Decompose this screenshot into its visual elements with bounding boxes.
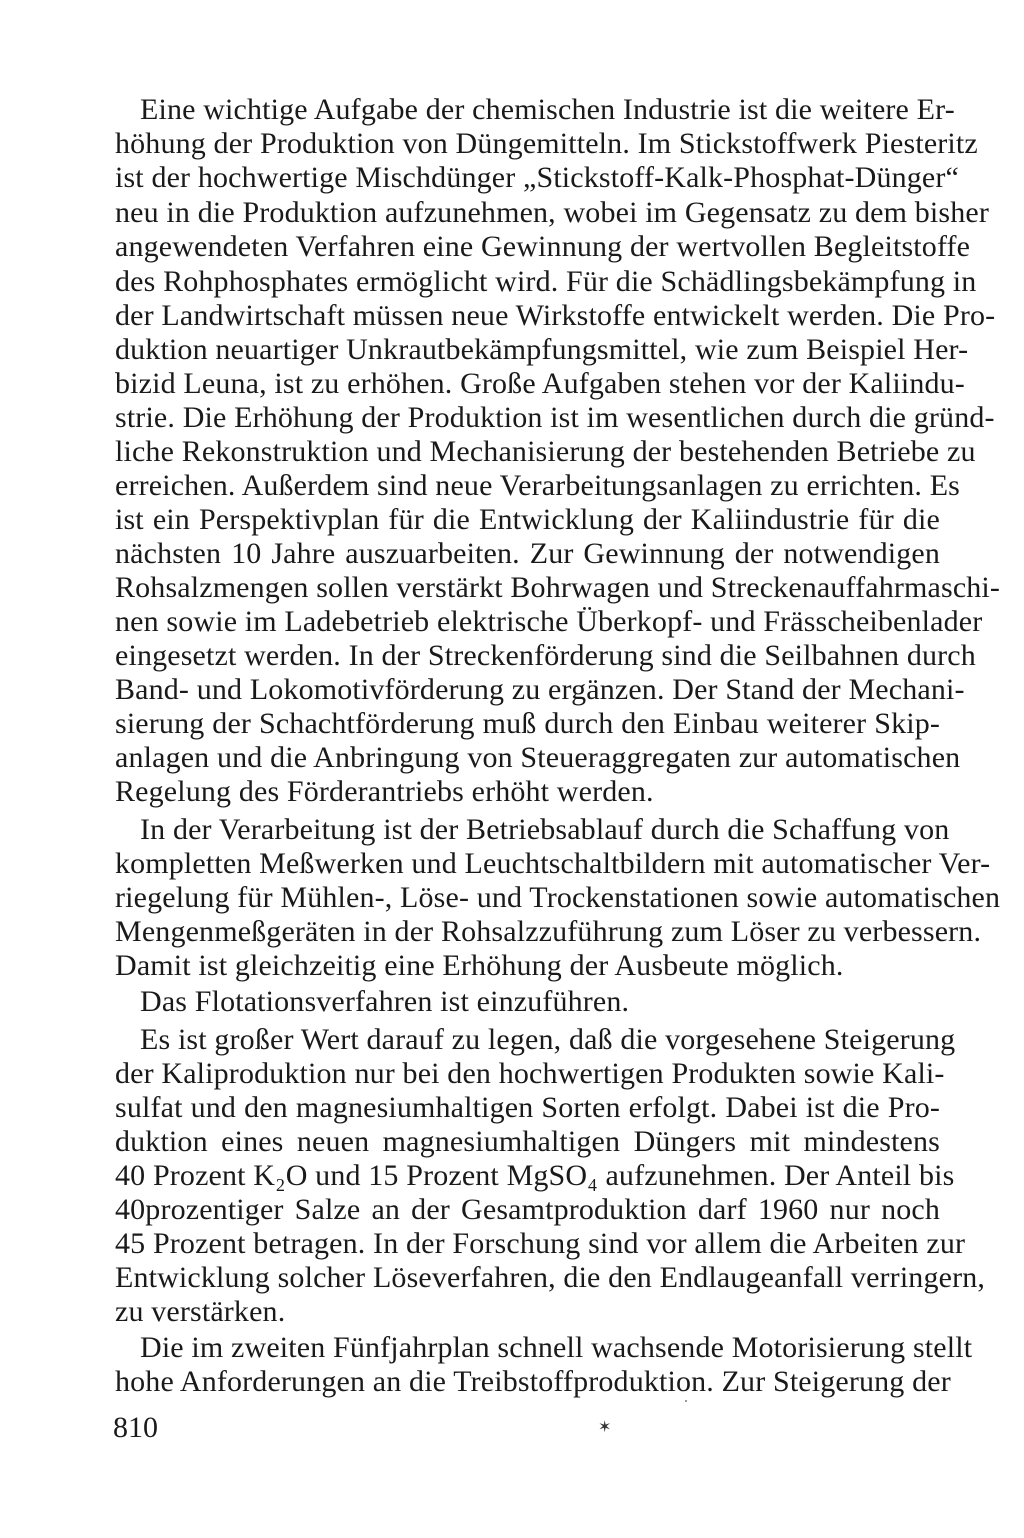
text-line: der Kaliproduktion nur bei den hochwertigen Produkten sowie Kali-	[115, 1057, 945, 1090]
text-line: ist ein Perspektivplan für die Entwicklung der Kaliindustrie für die	[115, 503, 940, 536]
text-line: anlagen und die Anbringung von Steueraggregaten zur automatischen	[115, 741, 961, 774]
text-line: riegelung für Mühlen-, Löse- und Trockenstationen sowie automatischen	[115, 881, 1001, 914]
text-line: angewendeten Verfahren eine Gewinnung der wertvollen Begleitstoffe	[115, 230, 971, 263]
text-line: erreichen. Außerdem sind neue Verarbeitungsanlagen zu errichten. Es	[115, 469, 960, 502]
text-line: Band- und Lokomotivförderung zu ergänzen. Der Stand der Mechani-	[115, 673, 965, 706]
text-line: liche Rekonstruktion und Mechanisierung der bestehenden Betriebe zu	[115, 435, 976, 468]
text-line: Entwicklung solcher Löseverfahren, die den Endlaugeanfall verringern,	[115, 1261, 986, 1294]
text-line: Es ist großer Wert darauf zu legen, daß die vorgesehene Steigerung	[140, 1023, 956, 1056]
text-line: Mengenmeßgeräten in der Rohsalzzuführung zum Löser zu verbessern.	[115, 915, 982, 948]
text-line: neu in die Produktion aufzunehmen, wobei im Gegensatz zu dem bisher	[115, 196, 989, 229]
text-line: strie. Die Erhöhung der Produktion ist im wesentlichen durch die gründ-	[115, 401, 995, 434]
print-speck	[685, 1400, 687, 1402]
text-line: höhung der Produktion von Düngemitteln. Im Stickstoffwerk Piesteritz	[115, 127, 978, 160]
text-line: des Rohphosphates ermöglicht wird. Für die Schädlingsbekämpfung in	[115, 265, 977, 298]
text-line: nächsten 10 Jahre auszuarbeiten. Zur Gewinnung der notwendigen	[115, 537, 940, 570]
text-line: Eine wichtige Aufgabe der chemischen Industrie ist die weitere Er-	[140, 93, 955, 126]
text-line: 40prozentiger Salze an der Gesamtproduktion darf 1960 nur noch	[115, 1193, 940, 1226]
text-line: Rohsalzmengen sollen verstärkt Bohrwagen und Streckenauffahrmaschi-	[115, 571, 1001, 604]
text-line: bizid Leuna, ist zu erhöhen. Große Aufgaben stehen vor der Kaliindu-	[115, 367, 965, 400]
text-line: Regelung des Förderantriebs erhöht werden.	[115, 775, 654, 808]
text-line: In der Verarbeitung ist der Betriebsablauf durch die Schaffung von	[140, 813, 950, 846]
text-line: Die im zweiten Fünfjahrplan schnell wachsende Motorisierung stellt	[140, 1331, 973, 1364]
text-line: duktion neuartiger Unkrautbekämpfungsmittel, wie zum Beispiel Her-	[115, 333, 969, 366]
text-line: nen sowie im Ladebetrieb elektrische Überkopf- und Frässcheibenlader	[115, 605, 983, 638]
text-line: duktion eines neuen magnesiumhaltigen Düngers mit mindestens	[115, 1125, 940, 1158]
footer-mark: ✶	[598, 1419, 612, 1436]
text-line: zu verstärken.	[115, 1295, 286, 1328]
text-line: 40 Prozent K₂O und 15 Prozent MgSO₄ aufzunehmen. Der Anteil bis	[115, 1159, 955, 1192]
page-number: 810	[113, 1411, 158, 1444]
text-line: kompletten Meßwerken und Leuchtschaltbildern mit automatischer Ver-	[115, 847, 991, 880]
text-line: eingesetzt werden. In der Streckenförderung sind die Seilbahnen durch	[115, 639, 976, 672]
text-line: der Landwirtschaft müssen neue Wirkstoffe entwickelt werden. Die Pro-	[115, 299, 996, 332]
text-line: sulfat und den magnesiumhaltigen Sorten erfolgt. Dabei ist die Pro-	[115, 1091, 940, 1124]
text-line: 45 Prozent betragen. In der Forschung sind vor allem die Arbeiten zur	[115, 1227, 966, 1260]
text-line: Das Flotationsverfahren ist einzuführen.	[140, 985, 630, 1018]
text-line: hohe Anforderungen an die Treibstoffproduktion. Zur Steigerung der	[115, 1365, 951, 1398]
text-line: sierung der Schachtförderung muß durch den Einbau weiterer Skip-	[115, 707, 940, 740]
text-line: ist der hochwertige Mischdünger „Stickstoff-Kalk-Phosphat-Dünger“	[115, 161, 959, 194]
text-line: Damit ist gleichzeitig eine Erhöhung der Ausbeute möglich.	[115, 949, 844, 982]
